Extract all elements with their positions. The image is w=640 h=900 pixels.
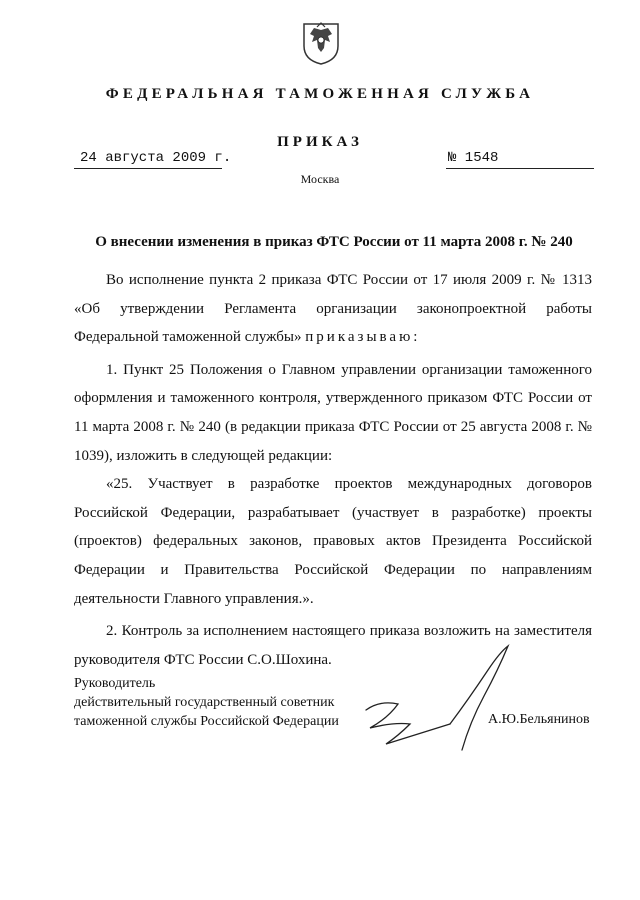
item-1-quote-paragraph: «25. Участвует в разработке проектов международных договоров Российской Федерации, разрабатывает (участвует в разработке) проекты (проектов) федеральных законов, правовых актов Президента Российской Федерации и Правительства Российской Федерации по направлениям деятельности Главного управления.». — [74, 476, 592, 607]
document-body — [74, 266, 592, 674]
intro-command: приказываю: — [305, 329, 421, 346]
order-city: Москва — [300, 172, 340, 186]
intro-paragraph — [74, 266, 592, 352]
document-title: О внесении изменения в приказ ФТС России от 11 марта 2008 г. № 240 — [95, 234, 573, 250]
date-underline — [74, 168, 222, 169]
agency-name: ФЕДЕРАЛЬНАЯ ТАМОЖЕННАЯ СЛУЖБА — [105, 86, 535, 102]
signatory-position-line: таможенной службы Российской Федерации — [74, 714, 339, 729]
order-date: 24 августа 2009 г. — [80, 150, 232, 166]
signatory-position-line: действительный государственный советник — [74, 695, 335, 710]
signatory-position-line: Руководитель — [74, 676, 156, 691]
coat-of-arms-emblem — [300, 18, 342, 66]
order-heading: ПРИКАЗ — [277, 134, 363, 150]
item-2-paragraph: 2. Контроль за исполнением настоящего приказа возложить на заместителя руководителя ФТС России С.О.Шохина. — [74, 623, 592, 668]
signatory-name: А.Ю.Бельянинов — [488, 712, 590, 727]
item-1-paragraph: 1. Пункт 25 Положения о Главном управлении организации таможенного оформления и таможенного контроля, утвержденного приказом ФТС России от 11 марта 2008 г. № 240 (в редакции приказа ФТС России от 25 августа 2008 г. № 1039), изложить в следующей редакции: — [74, 361, 592, 464]
handwritten-signature — [358, 640, 528, 760]
intro-text: Во исполнение пункта 2 приказа ФТС России от 17 июля 2009 г. № 1313 «Об утверждении Регламента организации законопроектной работы Федеральной таможенной службы» — [74, 272, 592, 346]
number-underline — [446, 168, 594, 169]
order-number: № 1548 — [448, 150, 499, 166]
signatory-position — [74, 674, 339, 731]
